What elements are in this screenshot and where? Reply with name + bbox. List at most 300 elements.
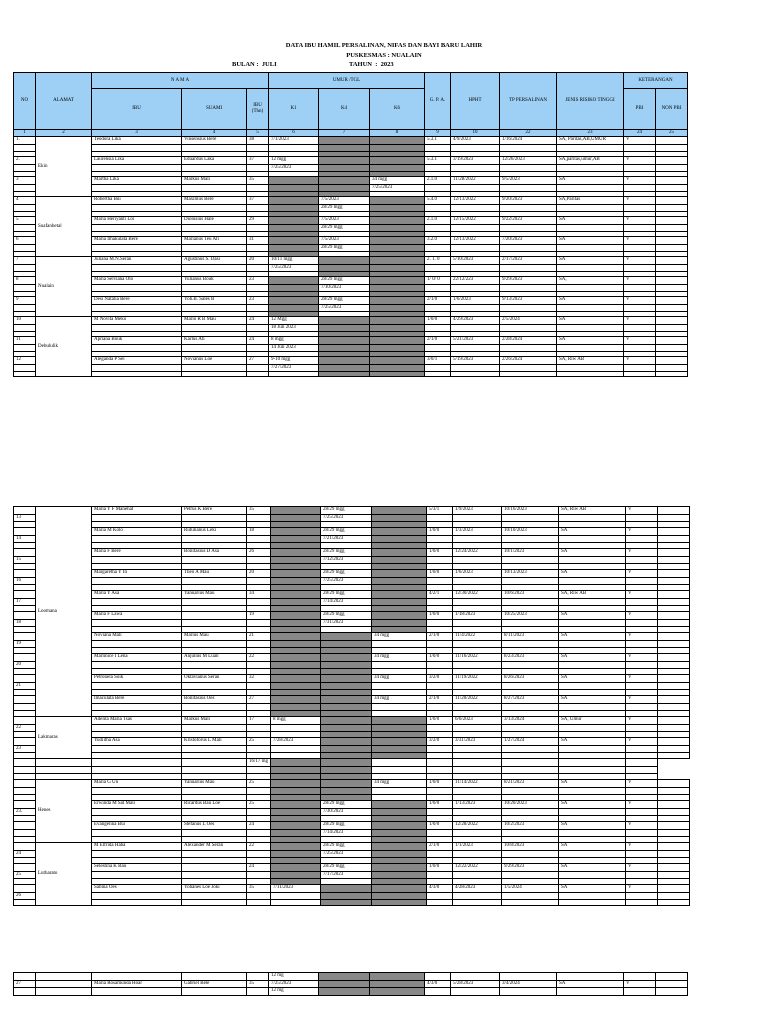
- suami-name: Ricardus Bau Loe: [182, 801, 247, 809]
- cell: [626, 640, 658, 648]
- cell: [557, 184, 624, 192]
- umur-value: 35: [247, 177, 269, 185]
- k6-value: 34 mgg: [372, 654, 427, 662]
- tp-value: 9/29/2023: [502, 864, 559, 872]
- cell: [319, 372, 370, 377]
- k6-value: 34 mgg: [372, 675, 427, 683]
- gpa-value: 1/ 0/ 0: [425, 277, 451, 285]
- cell: [36, 988, 92, 996]
- gpa-value: 2/1/0: [427, 633, 453, 641]
- cell: [453, 787, 502, 795]
- cell: [453, 829, 502, 837]
- umur-value: 24: [247, 317, 269, 325]
- risiko-value: SA: [557, 177, 624, 185]
- pbi-mark: V: [624, 337, 656, 345]
- cell: [502, 535, 559, 543]
- cell: [370, 264, 425, 272]
- cell: [559, 619, 626, 627]
- ibu-name: Maria Selviana Olo: [92, 277, 182, 285]
- k6-value: 34 mgg: [372, 696, 427, 704]
- gpa-value: 1/0/0: [425, 317, 451, 325]
- k1-value: 8 mgg: [269, 337, 319, 345]
- tp-value: 10/10/2023: [502, 528, 559, 536]
- cell: [247, 766, 271, 774]
- cell: [182, 640, 247, 648]
- cell: [247, 344, 269, 352]
- cell: [626, 703, 658, 711]
- cell: [14, 829, 36, 837]
- cell: [92, 284, 182, 292]
- cell: [269, 184, 319, 192]
- cell: [502, 661, 559, 669]
- cell: [14, 675, 36, 683]
- cell: [182, 144, 247, 152]
- cell: [92, 619, 182, 627]
- row-no: 5: [14, 217, 36, 225]
- k1-value: 7/1/2023: [269, 137, 319, 145]
- col-alamat: ALAMAT: [36, 73, 92, 130]
- cell: [451, 144, 500, 152]
- suami-name: Eduardus Laka: [182, 157, 247, 165]
- cell: [559, 850, 626, 858]
- table-row: [14, 759, 690, 767]
- cell: [658, 745, 690, 753]
- k4-value: [319, 317, 370, 325]
- cell: [658, 577, 690, 585]
- col-index: 7: [319, 130, 370, 137]
- cell: [247, 324, 269, 332]
- cell: [92, 598, 182, 606]
- cell: [626, 514, 658, 522]
- cell: [182, 900, 247, 906]
- tp-value: 2/28/2024: [500, 337, 557, 345]
- cell: [502, 682, 559, 690]
- risiko-value: SA, Riw AB: [559, 591, 626, 599]
- k1-date: 7/27/2023: [269, 364, 319, 372]
- hpht-value: 12/24/2022: [453, 549, 502, 557]
- cell: [182, 324, 247, 332]
- suami-name: Theo A Mau: [182, 570, 247, 578]
- col-k4: K4: [319, 89, 370, 130]
- cell: [500, 344, 557, 352]
- cell: [502, 703, 559, 711]
- cell: [14, 703, 36, 711]
- table-row: [14, 324, 688, 332]
- ibu-name: Erwinda M Sat Mali: [92, 801, 182, 809]
- cell: [658, 633, 690, 641]
- tp-value: 10/2/2023: [502, 822, 559, 830]
- cell: [92, 640, 182, 648]
- cell: [624, 973, 656, 981]
- suami-name: Yohanes Loe Joki: [182, 885, 247, 893]
- cell: [321, 675, 372, 683]
- cell: [319, 144, 370, 152]
- pbi-mark: V: [624, 317, 656, 325]
- suami-name: [92, 759, 182, 767]
- tp-value: 9/5/2023: [500, 177, 557, 185]
- umur-value: 25: [247, 801, 271, 809]
- cell: [321, 885, 372, 893]
- table-row: [14, 598, 690, 606]
- cell: [182, 164, 247, 172]
- cell: [502, 556, 559, 564]
- cell: [453, 577, 502, 585]
- cell: [372, 864, 427, 872]
- ibu-name: Maria G Un: [92, 780, 182, 788]
- ibu-name: Noviana Mali: [92, 633, 182, 641]
- gpa-value: 1/0/0: [427, 654, 453, 662]
- cell: [247, 164, 269, 172]
- cell: [321, 780, 372, 788]
- cell: [247, 703, 271, 711]
- risiko-value: SA: [559, 528, 626, 536]
- pbi-mark: V: [626, 885, 658, 893]
- k4-value: 7/5/2023: [319, 217, 370, 225]
- gpa-value: 3/0/1: [425, 357, 451, 365]
- tp-value: 9/13/2023: [500, 297, 557, 305]
- risiko-value: SA: [559, 696, 626, 704]
- risiko-value: SA: [557, 337, 624, 345]
- row-no: 8: [14, 277, 36, 285]
- col-index: 2: [36, 130, 92, 137]
- cell: [453, 514, 502, 522]
- k4-value: [319, 137, 370, 145]
- cell: [271, 675, 321, 683]
- cell: [500, 372, 557, 377]
- cell: [271, 633, 321, 641]
- cell: [658, 619, 690, 627]
- cell: [557, 244, 624, 252]
- ibu-name: Evangelina Bui: [92, 822, 182, 830]
- cell: [372, 822, 427, 830]
- gpa-value: 3.2.0: [425, 237, 451, 245]
- umur-value: 35: [247, 507, 271, 515]
- cell: [559, 577, 626, 585]
- table-row: [14, 682, 690, 690]
- k4-date: 7/17/2023: [321, 871, 372, 879]
- table-row: [14, 612, 690, 620]
- alamat-cell: Loomana: [36, 507, 92, 717]
- table-row: [14, 745, 690, 753]
- hpht-value: 11/20/2022: [453, 696, 502, 704]
- cell: [271, 661, 321, 669]
- tp-value: 2/17/2023: [500, 257, 557, 265]
- report-title: DATA IBU HAMIL PERSALINAN, NIFAS DAN BAYI BARU LAHIR: [285, 42, 483, 49]
- k6-value: [370, 217, 425, 225]
- ibu-name: Adelita Maria Tsas: [92, 717, 182, 725]
- table-row: [14, 507, 690, 515]
- table-row: [14, 973, 688, 981]
- cell: [425, 244, 451, 252]
- umur-value: 18: [247, 528, 271, 536]
- alamat-cell: Debululik: [36, 317, 92, 377]
- cell: [321, 745, 372, 753]
- table-row: [14, 284, 688, 292]
- cell: [502, 640, 559, 648]
- cell: [271, 696, 321, 704]
- ibu-name: Sabina Oes: [92, 885, 182, 893]
- table-row: [14, 843, 690, 851]
- table-row: [14, 224, 688, 232]
- cell: [559, 535, 626, 543]
- cell: [92, 556, 182, 564]
- k4-date: 7/25/2023: [321, 514, 372, 522]
- suami-name: Gabriel Bele: [182, 980, 247, 988]
- cell: [14, 244, 36, 252]
- cell: [370, 364, 425, 372]
- k4-date: 7/25/2023: [321, 577, 372, 585]
- risiko-value: SA: [559, 864, 626, 872]
- suami-name: Markus Mali: [182, 717, 247, 725]
- cell: [182, 829, 247, 837]
- cell: [372, 528, 427, 536]
- data-table-1: [13, 72, 688, 377]
- cell: [92, 682, 182, 690]
- cell: [247, 264, 269, 272]
- hpht-value: 6/6/2023: [453, 717, 502, 725]
- suami-name: [182, 612, 247, 620]
- col-k1: K1: [269, 89, 319, 130]
- cell: [559, 766, 626, 774]
- row-no: 13: [14, 514, 36, 522]
- cell: [247, 850, 271, 858]
- cell: [559, 900, 626, 906]
- col-index: 9: [425, 130, 451, 137]
- table-row: [14, 822, 690, 830]
- cell: [372, 738, 427, 746]
- cell: [319, 184, 370, 192]
- cell: [247, 244, 269, 252]
- hpht-value: 11/16/2022: [453, 654, 502, 662]
- cell: [656, 973, 688, 981]
- cell: [425, 324, 451, 332]
- umur-value: 25: [247, 738, 271, 746]
- cell: [626, 535, 658, 543]
- cell: [658, 808, 690, 816]
- cell: [559, 787, 626, 795]
- gpa-value: 5.4.0: [425, 197, 451, 205]
- umur-value: 35: [247, 980, 269, 988]
- cell: [92, 144, 182, 152]
- cell: [425, 973, 451, 981]
- k1-value: [269, 217, 319, 225]
- cell: [502, 514, 559, 522]
- cell: [656, 980, 688, 988]
- k1-date: 7/25/2023: [269, 164, 319, 172]
- k4-value: [319, 357, 370, 365]
- cell: [182, 577, 247, 585]
- table-row: [14, 528, 690, 536]
- k4-date: 7/25/2023: [319, 304, 370, 312]
- cell: [427, 745, 453, 753]
- col-suami: SUAMI: [182, 89, 247, 130]
- cell: [269, 372, 319, 377]
- cell: [182, 364, 247, 372]
- cell: [36, 766, 92, 774]
- cell: [559, 640, 626, 648]
- hpht-value: 22/12/223: [451, 277, 500, 285]
- cell: [559, 556, 626, 564]
- cell: [372, 808, 427, 816]
- row-no: 6: [14, 237, 36, 245]
- cell: [271, 759, 321, 767]
- umur-value: 29: [247, 217, 269, 225]
- cell: [14, 900, 36, 906]
- pbi-mark: V: [626, 696, 658, 704]
- table-row: [14, 675, 690, 683]
- suami-name: Maximus Bere: [182, 197, 247, 205]
- cell: [271, 808, 321, 816]
- cell: [502, 900, 559, 906]
- gpa-value: [372, 759, 427, 767]
- tp-value: 3/4/2024: [500, 980, 557, 988]
- gpa-value: 1/0/0: [427, 528, 453, 536]
- umur-value: 25: [247, 780, 271, 788]
- cell: [92, 514, 182, 522]
- table-row: [14, 217, 688, 225]
- cell: [247, 514, 271, 522]
- cell: [372, 619, 427, 627]
- cell: [14, 224, 36, 232]
- cell: [425, 372, 451, 377]
- suami-name: Alexander M Seran: [182, 843, 247, 851]
- pbi-mark: V: [624, 257, 656, 265]
- cell: [427, 871, 453, 879]
- cell: [557, 973, 624, 981]
- col-risiko: JENIS RISIKO TINGGI: [557, 73, 624, 130]
- cell: [14, 507, 36, 515]
- k1-value: 12 mg: [269, 973, 319, 981]
- umur-value: 35: [247, 885, 271, 893]
- cell: [372, 598, 427, 606]
- umur-value: 22: [247, 654, 271, 662]
- cell: [247, 808, 271, 816]
- tp-value: 8/27/2023: [502, 696, 559, 704]
- table-row: [14, 197, 688, 205]
- table-row: [14, 892, 690, 900]
- hpht-value: 12/22/2022: [453, 864, 502, 872]
- alamat-cell: Suafanbetal: [36, 197, 92, 257]
- cell: [658, 675, 690, 683]
- gpa-value: 4/3/0: [425, 980, 451, 988]
- cell: [182, 184, 247, 192]
- gpa-value: 1/0/0: [427, 801, 453, 809]
- cell: [658, 829, 690, 837]
- risiko-value: SA: [557, 297, 624, 305]
- cell: [372, 885, 427, 893]
- pbi-mark: V: [626, 633, 658, 641]
- col-index: 6: [269, 130, 319, 137]
- cell: [658, 724, 690, 732]
- k4-value: [319, 337, 370, 345]
- k6-date: 7/25/2023: [370, 184, 425, 192]
- cell: [425, 184, 451, 192]
- cell: [427, 850, 453, 858]
- k1-value: 10/11 mgg: [269, 257, 319, 265]
- k6-value: [370, 357, 425, 365]
- cell: [36, 973, 92, 981]
- col-index: 23: [557, 130, 624, 137]
- cell: [626, 745, 658, 753]
- hpht-value: 4/28/2023: [453, 885, 502, 893]
- cell: [500, 324, 557, 332]
- cell: [14, 204, 36, 212]
- col-ibu-thn: IBU (Thn): [247, 89, 269, 130]
- table-row: [14, 549, 690, 557]
- cell: [182, 304, 247, 312]
- cell: [247, 871, 271, 879]
- cell: [14, 864, 36, 872]
- cell: [451, 973, 500, 981]
- cell: [271, 549, 321, 557]
- cell: [453, 745, 502, 753]
- suami-name: Stefanus L Oes: [182, 822, 247, 830]
- cell: [656, 197, 688, 205]
- cell: [182, 745, 247, 753]
- gpa-value: 5.3.1: [425, 157, 451, 165]
- cell: [182, 787, 247, 795]
- tp-value: 9/20/2023: [500, 197, 557, 205]
- ibu-name: Teodora Lika: [92, 137, 182, 145]
- cell: [271, 577, 321, 585]
- k1-value: 8 mgg: [271, 717, 321, 725]
- cell: [502, 892, 559, 900]
- cell: [247, 892, 271, 900]
- k4-value: 7/5/2023: [319, 197, 370, 205]
- bulan-label: BULAN : JULI: [232, 61, 277, 68]
- cell: [656, 324, 688, 332]
- cell: [92, 535, 182, 543]
- k4-date: 7/12/2023: [321, 556, 372, 564]
- cell: [557, 344, 624, 352]
- cell: [247, 204, 269, 212]
- table-row: [14, 237, 688, 245]
- k1-value: 12 mg: [269, 988, 319, 996]
- k6-value: [370, 137, 425, 145]
- cell: [658, 514, 690, 522]
- suami-name: Bonifasius Oes: [182, 696, 247, 704]
- cell: [92, 766, 182, 774]
- gpa-value: 2/1/0: [427, 843, 453, 851]
- cell: [247, 577, 271, 585]
- k4-date: 7/10/2023: [319, 284, 370, 292]
- suami-name: Kristoforus L Mali: [182, 738, 247, 746]
- table-row: [14, 980, 688, 988]
- cell: [319, 164, 370, 172]
- cell: [14, 304, 36, 312]
- k1-value: 7/25/2023: [269, 980, 319, 988]
- cell: [14, 988, 36, 996]
- cell: [624, 364, 656, 372]
- ibu-name: Maria Rosamunda Hoar: [92, 980, 182, 988]
- cell: [624, 324, 656, 332]
- cell: [182, 682, 247, 690]
- cell: [182, 850, 247, 858]
- cell: [453, 900, 502, 906]
- cell: [427, 682, 453, 690]
- cell: [658, 892, 690, 900]
- cell: [656, 297, 688, 305]
- k4-value: 28/29 mgg: [321, 549, 372, 557]
- umur-value: 37: [247, 197, 269, 205]
- cell: [271, 703, 321, 711]
- k1-value: [269, 277, 319, 285]
- cell: [92, 787, 182, 795]
- k1-value: [269, 297, 319, 305]
- cell: [451, 304, 500, 312]
- ibu-name: Aleganda P Sei: [92, 357, 182, 365]
- pbi-mark: V: [624, 297, 656, 305]
